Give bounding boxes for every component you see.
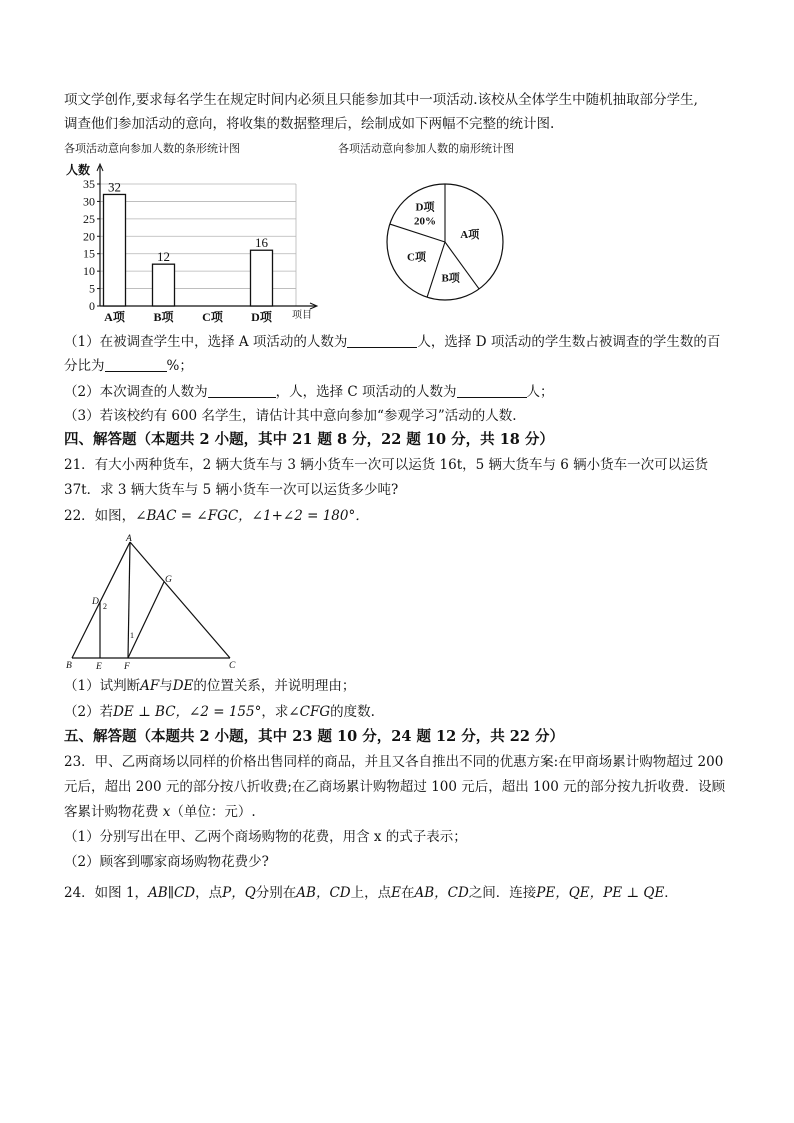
label-angle-2: 2 (103, 602, 107, 611)
intro-line-1: 项文学创作,要求每名学生在规定时间内必须且只能参加其中一项活动.该校从全体学生中随机抽取部分学生, (64, 92, 698, 108)
q23-line-1: 23．甲、乙两商场以同样的价格出售同样的商品，并且又各自推出不同的优惠方案:在甲商场累计购物超过 200 (64, 754, 724, 770)
bar-value-label-1: 12 (157, 249, 170, 265)
q22-p2-angle: ∠CFG (288, 704, 331, 720)
label-a: A (126, 534, 132, 544)
label-angle-1: 1 (130, 631, 134, 640)
answer-blank-a-count[interactable] (347, 333, 417, 348)
triangle-figure (62, 532, 247, 670)
q24-text-k: 之间．连接 (468, 885, 537, 901)
x-tick-label-0: A项 (104, 310, 125, 324)
q22-lead: 22．如图， (64, 508, 136, 524)
q22-p1-text-c: 与 (159, 678, 173, 694)
y-tick-label-20: 20 (83, 229, 95, 244)
x-axis-label: 项目 (292, 310, 312, 321)
q22-p2-text-a: （2）若 (64, 704, 114, 720)
q23-variable-x: x (162, 804, 171, 820)
q20-part-1-text-b: 人，选择 D 项活动的学生数占被调查的学生数的百 (417, 334, 721, 350)
segment-ab (72, 542, 130, 658)
segment-af (128, 542, 130, 658)
y-tick-label-35: 35 (83, 177, 95, 191)
q22-p2-condition: DE ⊥ BC，∠2 = 155° (113, 704, 262, 720)
bar-value-label-0: 32 (108, 179, 121, 195)
q22-part-1 (64, 676, 355, 696)
pie-chart-title: 各项活动意向参加人数的扇形统计图 (338, 142, 514, 155)
q20-part-2-text-c: 人； (526, 384, 554, 400)
q20-part-2-text-b: ，人，选择 C 项活动的人数为 (275, 384, 457, 400)
answer-blank-c-count[interactable] (457, 383, 527, 398)
pie-chart (385, 172, 505, 312)
bar-0 (104, 194, 126, 306)
label-e: E (96, 662, 102, 670)
q23-line-3-text-a: 客累计购物花费 (64, 804, 159, 820)
bar-value-label-3: 16 (255, 235, 268, 251)
q24-text-i: 在 (400, 885, 415, 901)
bar-1 (153, 264, 175, 306)
q20-part-1-text-a: （1）在被调查学生中，选择 A 项活动的人数为 (64, 334, 348, 350)
q23-line-2: 元后，超出 200 元的部分按八折收费;在乙商场累计购物超过 100 元后，超出 100 元的部分按九折收费．设顾 (64, 779, 726, 795)
segment-ac (130, 542, 230, 658)
pie-slice-label-0: A项 (460, 228, 480, 241)
q24-stem (64, 883, 678, 903)
y-tick-label-30: 30 (83, 194, 95, 209)
label-b: B (66, 661, 72, 670)
q22-p2-text-e: 的度数. (330, 704, 375, 720)
q22-p1-de: DE (172, 678, 194, 694)
answer-blank-d-percent[interactable] (105, 357, 167, 372)
bar-3 (251, 250, 273, 306)
x-tick-label-3: D项 (251, 310, 272, 324)
pie-slice-label-2: C项 (407, 251, 426, 264)
label-d: D (92, 597, 99, 607)
segment-fg (128, 582, 164, 658)
q20-part-1-text-c: 分比为 (64, 358, 105, 374)
y-tick-label-10: 10 (83, 264, 95, 279)
label-g: G (165, 575, 172, 585)
q24-text-e: 分别在 (255, 885, 297, 901)
pie-slice-label-3: D项 (415, 201, 435, 214)
x-tick-label-1: B项 (153, 310, 174, 324)
section-4-heading: 四、解答题（本题共 2 小题，其中 21 题 8 分，22 题 10 分，共 18 分） (64, 431, 554, 448)
q22-stem (64, 506, 369, 526)
q24-lines-2: AB，CD (414, 885, 469, 901)
q24-connect: PE，QE，PE ⊥ QE (536, 885, 665, 901)
q22-part-2 (64, 702, 375, 722)
q23-part-1: （1）分别写出在甲、乙两个商场购物的花费，用含 x 的式子表示； (64, 829, 467, 845)
section-5-heading: 五、解答题（本题共 2 小题，其中 23 题 10 分，24 题 12 分，共 22 分） (64, 728, 565, 745)
pie-slice-label-1: B项 (441, 272, 460, 285)
q22-p1-af: AF (140, 678, 160, 694)
q22-expression: ∠BAC = ∠FGC，∠1+∠2 = 180°． (135, 508, 369, 524)
q24-parallel: AB∥CD (148, 885, 196, 901)
q24-text-g: 上，点 (350, 885, 392, 901)
q24-text-m: ． (664, 885, 678, 901)
label-c: C (229, 661, 236, 670)
q23-line-3-text-b: （单位：元）. (170, 804, 256, 820)
q24-lines-1: AB，CD (296, 885, 351, 901)
answer-blank-total[interactable] (208, 383, 276, 398)
q20-part-3: （3）若该校约有 600 名学生，请估计其中意向参加“参观学习”活动的人数. (64, 408, 517, 424)
q20-part-1-cont (64, 356, 193, 376)
q22-p2-text-c: ，求 (261, 704, 289, 720)
q24-text-c: ，点 (195, 885, 223, 901)
y-tick-label-25: 25 (83, 211, 95, 226)
q20-part-2-text-a: （2）本次调查的人数为 (64, 384, 208, 400)
y-tick-label-15: 15 (83, 246, 95, 261)
label-f: F (124, 662, 130, 670)
q22-p1-text-e: 的位置关系，并说明理由； (193, 678, 356, 694)
intro-line-2: 调查他们参加活动的意向，将收集的数据整理后，绘制成如下两幅不完整的统计图. (64, 116, 555, 132)
q20-part-1 (64, 332, 720, 352)
pie-slice-percent-3: 20% (414, 215, 437, 228)
y-tick-label-0: 0 (89, 299, 95, 313)
q21-line-2: 37t．求 3 辆大货车与 5 辆小货车一次可以运货多少吨? (64, 482, 399, 498)
q21-line-1: 21．有大小两种货车，2 辆大货车与 3 辆小货车一次可以运货 16t，5 辆大货车与 6 辆小货车一次可以运货 (64, 457, 709, 473)
y-axis-label: 人数 (66, 163, 91, 177)
y-tick-label-5: 5 (89, 281, 95, 296)
q20-part-1-text-d: %； (166, 358, 193, 374)
q20-part-2 (64, 382, 554, 402)
q24-text-a: 24．如图 1， (64, 885, 149, 901)
q24-point-e: E (391, 885, 401, 901)
q22-p1-text-a: （1）试判断 (64, 678, 141, 694)
q24-points-pq: P，Q (222, 885, 256, 901)
x-tick-label-2: C项 (202, 310, 223, 324)
q23-line-3 (64, 802, 256, 822)
bar-chart (60, 158, 330, 324)
q23-part-2: （2）顾客到哪家商场购物花费少? (64, 854, 269, 870)
bar-chart-title: 各项活动意向参加人数的条形统计图 (64, 142, 240, 155)
